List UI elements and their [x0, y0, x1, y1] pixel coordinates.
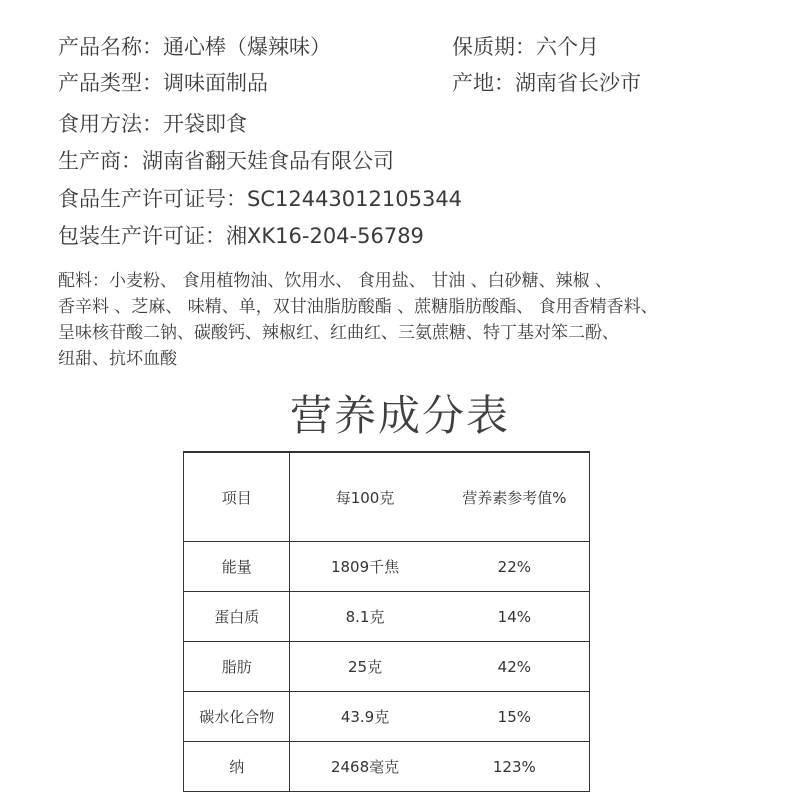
nutrient-amount: 1809千焦	[290, 542, 440, 592]
nutrient-amount: 43.9克	[290, 692, 440, 742]
table-row	[184, 742, 590, 792]
nutrient-name: 脂肪	[184, 642, 290, 692]
nutrient-nrv: 22%	[440, 542, 590, 592]
usage-line: 食用方法：开袋即食	[58, 112, 247, 136]
ingredients-line: 呈味核苷酸二钠、碳酸钙、辣椒红、红曲红、三氨蔗糖、特丁基对笨二酚、	[58, 323, 619, 343]
nutrient-amount: 8.1克	[290, 592, 440, 642]
nutrition-table-title: 营养成分表	[289, 391, 510, 440]
nutrient-nrv: 42%	[440, 642, 590, 692]
ingredients-line: 配料：小麦粉、 食用植物油、饮用水、 食用盐、 甘油 、白砂糖、辣椒 、	[58, 271, 613, 291]
ingredients-block	[58, 268, 758, 372]
packaging-license-line: 包装生产许可证：湘XK16-204-56789	[58, 224, 424, 248]
nutrient-nrv: 123%	[440, 742, 590, 792]
shelf-life-line: 保质期：六个月	[452, 35, 599, 59]
table-row	[184, 592, 590, 642]
table-row	[184, 642, 590, 692]
nutrient-nrv: 14%	[440, 592, 590, 642]
manufacturer-line: 生产商：湖南省翻天娃食品有限公司	[58, 149, 394, 173]
production-license-line: 食品生产许可证号：SC12443012105344	[58, 187, 463, 211]
nutrient-name: 纳	[184, 742, 290, 792]
nutrient-name: 蛋白质	[184, 592, 290, 642]
product-type-line: 产品类型：调味面制品	[58, 71, 268, 95]
ingredients-line: 纽甜、抗坏血酸	[58, 349, 177, 369]
nutrition-table	[183, 451, 590, 792]
header-nrv: 营养素参考值%	[440, 452, 590, 542]
table-row	[184, 692, 590, 742]
ingredients-line: 香辛料 、芝麻、 味精、单，双甘油脂肪酸酯 、蔗糖脂肪酸酯、 食用香精香料、	[58, 297, 658, 317]
origin-line: 产地：湖南省长沙市	[452, 71, 641, 95]
nutrient-nrv: 15%	[440, 692, 590, 742]
header-item: 项目	[184, 452, 290, 542]
nutrient-name: 碳水化合物	[184, 692, 290, 742]
product-name-line: 产品名称：通心棒（爆辣味）	[58, 35, 331, 59]
table-header-row	[184, 452, 590, 542]
nutrient-amount: 2468毫克	[290, 742, 440, 792]
table-row	[184, 542, 590, 592]
nutrient-amount: 25克	[290, 642, 440, 692]
header-per-100g: 每100克	[290, 452, 440, 542]
nutrient-name: 能量	[184, 542, 290, 592]
